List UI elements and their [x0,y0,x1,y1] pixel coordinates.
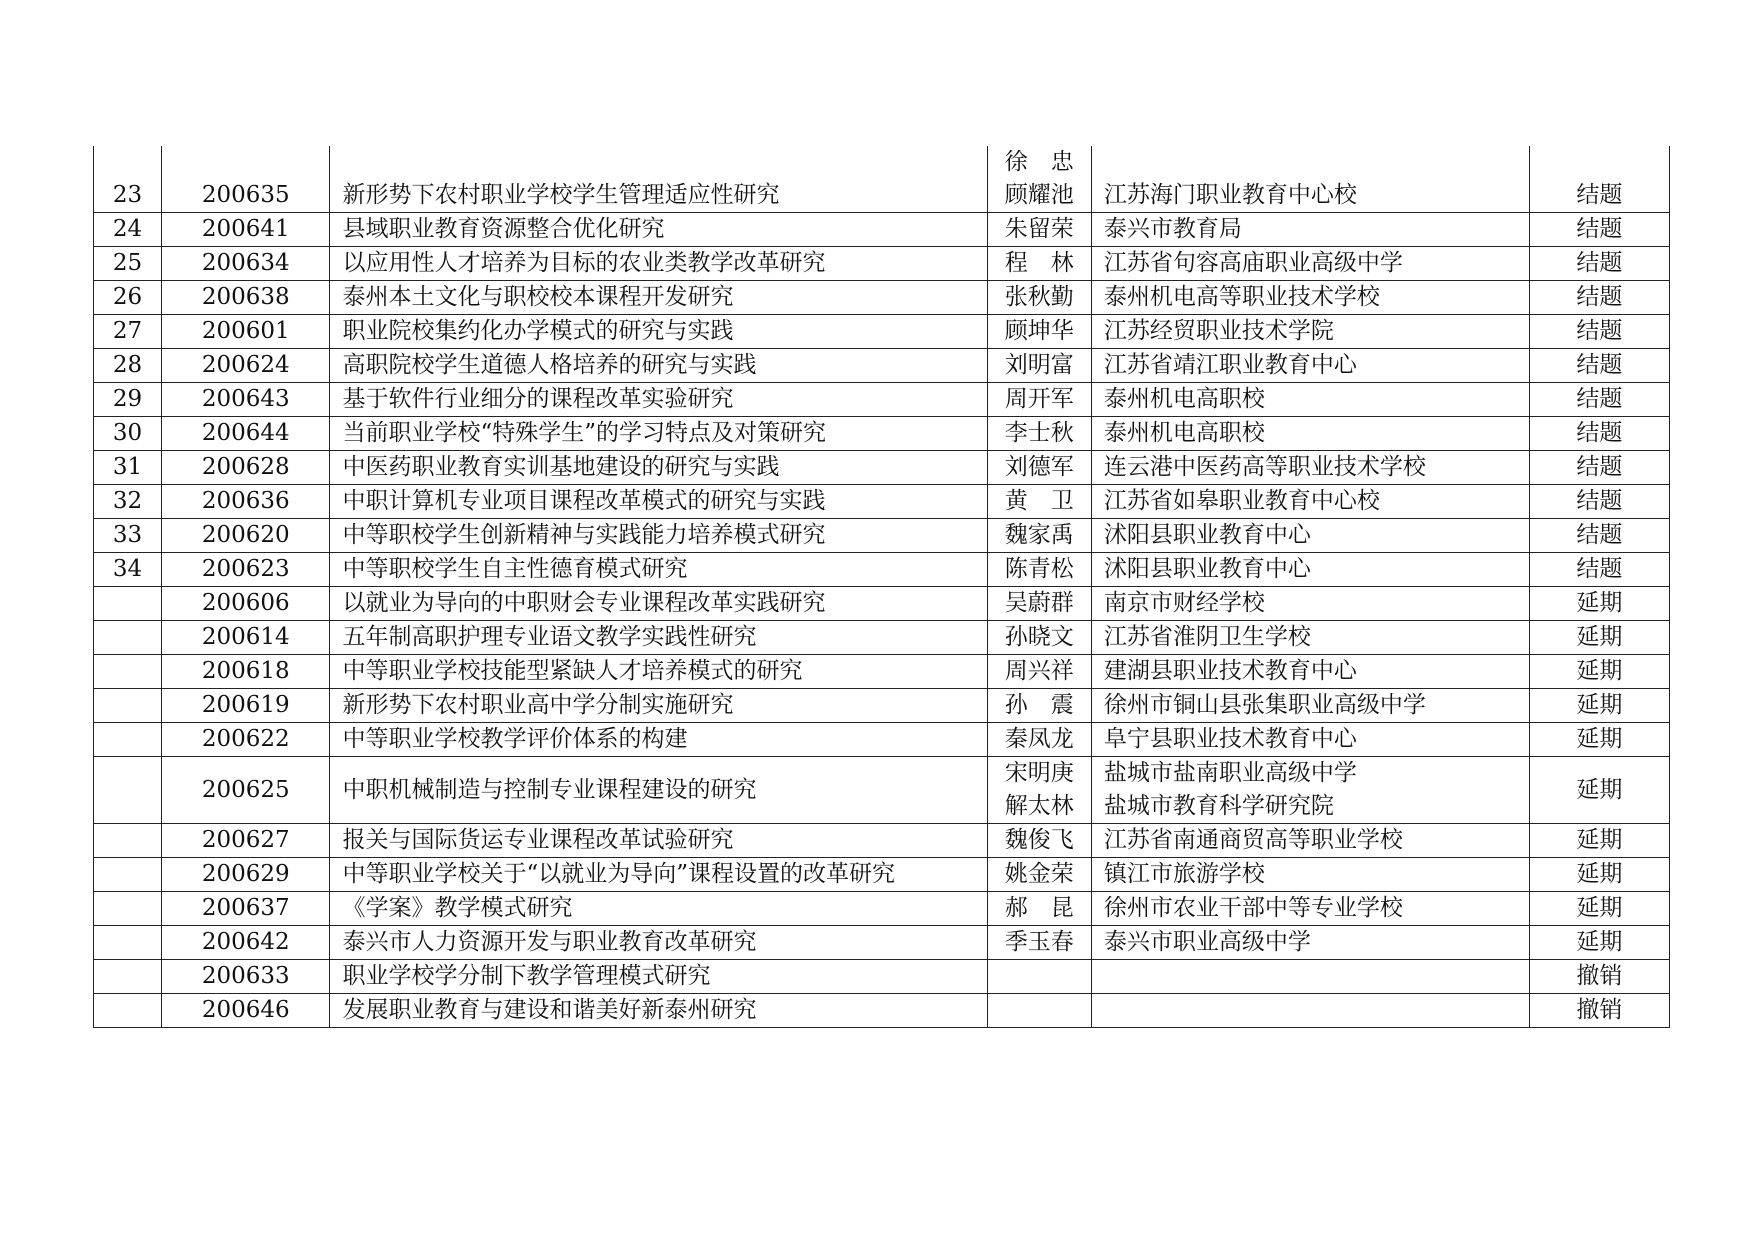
project-title: 五年制高职护理专业语文教学实践性研究 [330,621,987,655]
table-row [94,587,1670,621]
project-code: 200642 [162,926,330,960]
row-number [94,824,162,858]
row-number: 27 [94,315,162,349]
status-cell: 结题 [1529,281,1669,315]
table-row [94,485,1670,519]
unit-name: 盐城市盐南职业高级中学 [1103,760,1357,786]
status-cell: 结题 [1529,315,1669,349]
project-title: 以就业为导向的中职财会专业课程改革实践研究 [330,587,987,621]
table-row [94,621,1670,655]
project-title: 新形势下农村职业学校学生管理适应性研究 [330,146,987,213]
table-row [94,824,1670,858]
project-title: 泰州本土文化与职校校本课程开发研究 [330,281,987,315]
status-cell: 延期 [1529,824,1669,858]
project-code: 200638 [162,281,330,315]
unit-cell [1091,553,1529,587]
unit-name: 江苏省南通商贸高等职业学校 [1103,827,1403,853]
unit-cell [1091,485,1529,519]
status-cell: 结题 [1529,417,1669,451]
status-cell: 结题 [1529,485,1669,519]
status-cell: 结题 [1529,451,1669,485]
status-cell: 撤销 [1529,960,1669,994]
table-row [94,146,1670,213]
unit-name: 泰州机电高职校 [1103,386,1265,412]
unit-cell [1091,858,1529,892]
unit-name: 泰兴市教育局 [1103,216,1242,242]
unit-name: 沭阳县职业教育中心 [1103,522,1311,548]
unit-name: 江苏海门职业教育中心校 [1103,182,1357,208]
person-name: 宋明庚 [1004,760,1074,786]
project-code: 200636 [162,485,330,519]
unit-cell [1091,960,1529,994]
table-row [94,994,1670,1028]
unit-cell [1091,689,1529,723]
project-code: 200643 [162,383,330,417]
row-number [94,723,162,757]
project-code: 200614 [162,621,330,655]
unit-name: 沭阳县职业教育中心 [1103,556,1311,582]
person-cell [987,383,1091,417]
person-cell [987,926,1091,960]
project-code: 200635 [162,146,330,213]
person-name: 黄 卫 [1004,488,1074,514]
person-name: 孙 震 [1004,692,1074,718]
unit-cell [1091,315,1529,349]
project-code: 200633 [162,960,330,994]
person-name: 周开军 [1004,386,1074,412]
status-cell: 延期 [1529,689,1669,723]
person-name: 徐 忠 [1004,149,1074,175]
row-number: 28 [94,349,162,383]
person-cell [987,892,1091,926]
row-number [94,994,162,1028]
project-code: 200623 [162,553,330,587]
person-cell [987,519,1091,553]
row-number [94,621,162,655]
unit-cell [1091,417,1529,451]
person-cell [987,485,1091,519]
status-cell: 延期 [1529,655,1669,689]
row-number: 29 [94,383,162,417]
project-title: 泰兴市人力资源开发与职业教育改革研究 [330,926,987,960]
unit-name: 江苏经贸职业技术学院 [1103,318,1334,344]
unit-cell [1091,757,1529,824]
project-code: 200646 [162,994,330,1028]
person-name: 季玉春 [1004,929,1074,955]
unit-cell [1091,281,1529,315]
table-row [94,926,1670,960]
person-name: 陈青松 [1004,556,1074,582]
status-cell: 延期 [1529,926,1669,960]
unit-cell [1091,587,1529,621]
project-code: 200618 [162,655,330,689]
person-cell [987,315,1091,349]
project-code: 200625 [162,757,330,824]
unit-cell [1091,994,1529,1028]
unit-name: 镇江市旅游学校 [1103,861,1265,887]
project-title: 报关与国际货运专业课程改革试验研究 [330,824,987,858]
table-row [94,383,1670,417]
unit-cell [1091,824,1529,858]
unit-cell [1091,892,1529,926]
person-cell [987,349,1091,383]
person-cell [987,146,1091,213]
status-cell: 延期 [1529,587,1669,621]
status-cell: 延期 [1529,757,1669,824]
table-row [94,213,1670,247]
row-number: 31 [94,451,162,485]
person-cell [987,994,1091,1028]
project-code: 200601 [162,315,330,349]
row-number: 30 [94,417,162,451]
status-cell: 结题 [1529,213,1669,247]
unit-name: 南京市财经学校 [1103,590,1265,616]
unit-name: 江苏省如皋职业教育中心校 [1103,488,1380,514]
row-number [94,757,162,824]
person-name: 周兴祥 [1004,658,1074,684]
table-row [94,892,1670,926]
unit-name: 徐州市铜山县张集职业高级中学 [1103,692,1426,718]
project-title: 中等职校学生创新精神与实践能力培养模式研究 [330,519,987,553]
person-name: 郝 昆 [1004,895,1074,921]
table-row [94,858,1670,892]
table-row [94,417,1670,451]
person-cell [987,858,1091,892]
project-code: 200641 [162,213,330,247]
project-code: 200629 [162,858,330,892]
person-name: 朱留荣 [1004,216,1074,242]
unit-name: 徐州市农业干部中等专业学校 [1103,895,1403,921]
unit-cell [1091,655,1529,689]
unit-name: 江苏省靖江职业教育中心 [1103,352,1357,378]
table-row [94,519,1670,553]
table-row [94,349,1670,383]
project-code: 200606 [162,587,330,621]
row-number [94,892,162,926]
person-cell [987,213,1091,247]
project-title: 中职计算机专业项目课程改革模式的研究与实践 [330,485,987,519]
unit-name: 江苏省淮阴卫生学校 [1103,624,1311,650]
row-number: 23 [94,146,162,213]
table-row [94,757,1670,824]
project-table [93,146,1670,1028]
person-cell [987,723,1091,757]
project-title: 职业学校学分制下教学管理模式研究 [330,960,987,994]
table-row [94,655,1670,689]
row-number: 33 [94,519,162,553]
project-title: 新形势下农村职业高中学分制实施研究 [330,689,987,723]
status-cell: 结题 [1529,519,1669,553]
person-name: 李士秋 [1004,420,1074,446]
project-code: 200644 [162,417,330,451]
status-cell: 结题 [1529,349,1669,383]
project-title: 中等职业学校关于“以就业为导向”课程设置的改革研究 [330,858,987,892]
unit-name: 泰兴市职业高级中学 [1103,929,1311,955]
unit-name: 盐城市教育科学研究院 [1103,793,1334,819]
person-name: 顾耀池 [1004,182,1074,208]
person-cell [987,553,1091,587]
unit-cell [1091,349,1529,383]
table-row [94,281,1670,315]
status-cell: 延期 [1529,723,1669,757]
person-cell [987,417,1091,451]
project-title: 以应用性人才培养为目标的农业类教学改革研究 [330,247,987,281]
person-cell [987,247,1091,281]
status-cell: 延期 [1529,858,1669,892]
status-cell: 延期 [1529,892,1669,926]
row-number [94,960,162,994]
row-number [94,689,162,723]
unit-cell [1091,247,1529,281]
person-name: 吴蔚群 [1004,590,1074,616]
person-name: 刘明富 [1004,352,1074,378]
person-name: 姚金荣 [1004,861,1074,887]
table-row [94,723,1670,757]
unit-cell [1091,723,1529,757]
table-row [94,451,1670,485]
row-number [94,858,162,892]
status-cell: 结题 [1529,146,1669,213]
person-cell [987,587,1091,621]
status-cell: 撤销 [1529,994,1669,1028]
person-name: 解太林 [1004,793,1074,819]
unit-name: 连云港中医药高等职业技术学校 [1103,454,1426,480]
project-code: 200628 [162,451,330,485]
project-code: 200620 [162,519,330,553]
project-title: 当前职业学校“特殊学生”的学习特点及对策研究 [330,417,987,451]
project-title: 中等职校学生自主性德育模式研究 [330,553,987,587]
person-cell [987,757,1091,824]
project-table-body [94,146,1670,1028]
unit-cell [1091,146,1529,213]
row-number [94,655,162,689]
person-name: 魏俊飞 [1004,827,1074,853]
unit-cell [1091,451,1529,485]
unit-cell [1091,926,1529,960]
project-title: 县域职业教育资源整合优化研究 [330,213,987,247]
table-row [94,960,1670,994]
unit-name: 泰州机电高职校 [1103,420,1265,446]
status-cell: 结题 [1529,383,1669,417]
person-cell [987,621,1091,655]
project-code: 200619 [162,689,330,723]
table-row [94,689,1670,723]
row-number [94,926,162,960]
project-code: 200627 [162,824,330,858]
person-name: 秦凤龙 [1004,726,1074,752]
person-cell [987,281,1091,315]
project-title: 中等职业学校技能型紧缺人才培养模式的研究 [330,655,987,689]
person-name: 程 林 [1004,250,1074,276]
project-title: 职业院校集约化办学模式的研究与实践 [330,315,987,349]
unit-name: 泰州机电高等职业技术学校 [1103,284,1380,310]
unit-cell [1091,519,1529,553]
project-title: 中职机械制造与控制专业课程建设的研究 [330,757,987,824]
project-title: 中等职业学校教学评价体系的构建 [330,723,987,757]
row-number: 34 [94,553,162,587]
unit-name: 江苏省句容高庙职业高级中学 [1103,250,1403,276]
row-number: 32 [94,485,162,519]
unit-cell [1091,621,1529,655]
status-cell: 结题 [1529,247,1669,281]
person-cell [987,689,1091,723]
person-name: 孙晓文 [1004,624,1074,650]
unit-cell [1091,213,1529,247]
unit-cell [1091,383,1529,417]
person-cell [987,451,1091,485]
unit-name: 阜宁县职业技术教育中心 [1103,726,1357,752]
table-row [94,553,1670,587]
table-row [94,315,1670,349]
person-cell [987,824,1091,858]
project-title: 基于软件行业细分的课程改革实验研究 [330,383,987,417]
unit-name: 建湖县职业技术教育中心 [1103,658,1357,684]
row-number: 26 [94,281,162,315]
project-code: 200637 [162,892,330,926]
person-name: 张秋勤 [1004,284,1074,310]
project-title: 高职院校学生道德人格培养的研究与实践 [330,349,987,383]
project-code: 200622 [162,723,330,757]
person-name: 顾坤华 [1004,318,1074,344]
table-row [94,247,1670,281]
person-name: 刘德军 [1004,454,1074,480]
project-code: 200624 [162,349,330,383]
row-number: 25 [94,247,162,281]
status-cell: 结题 [1529,553,1669,587]
person-name: 魏家禹 [1004,522,1074,548]
person-cell [987,960,1091,994]
row-number: 24 [94,213,162,247]
project-title: 中医药职业教育实训基地建设的研究与实践 [330,451,987,485]
person-cell [987,655,1091,689]
project-title: 《学案》教学模式研究 [330,892,987,926]
status-cell: 延期 [1529,621,1669,655]
row-number [94,587,162,621]
project-title: 发展职业教育与建设和谐美好新泰州研究 [330,994,987,1028]
project-code: 200634 [162,247,330,281]
